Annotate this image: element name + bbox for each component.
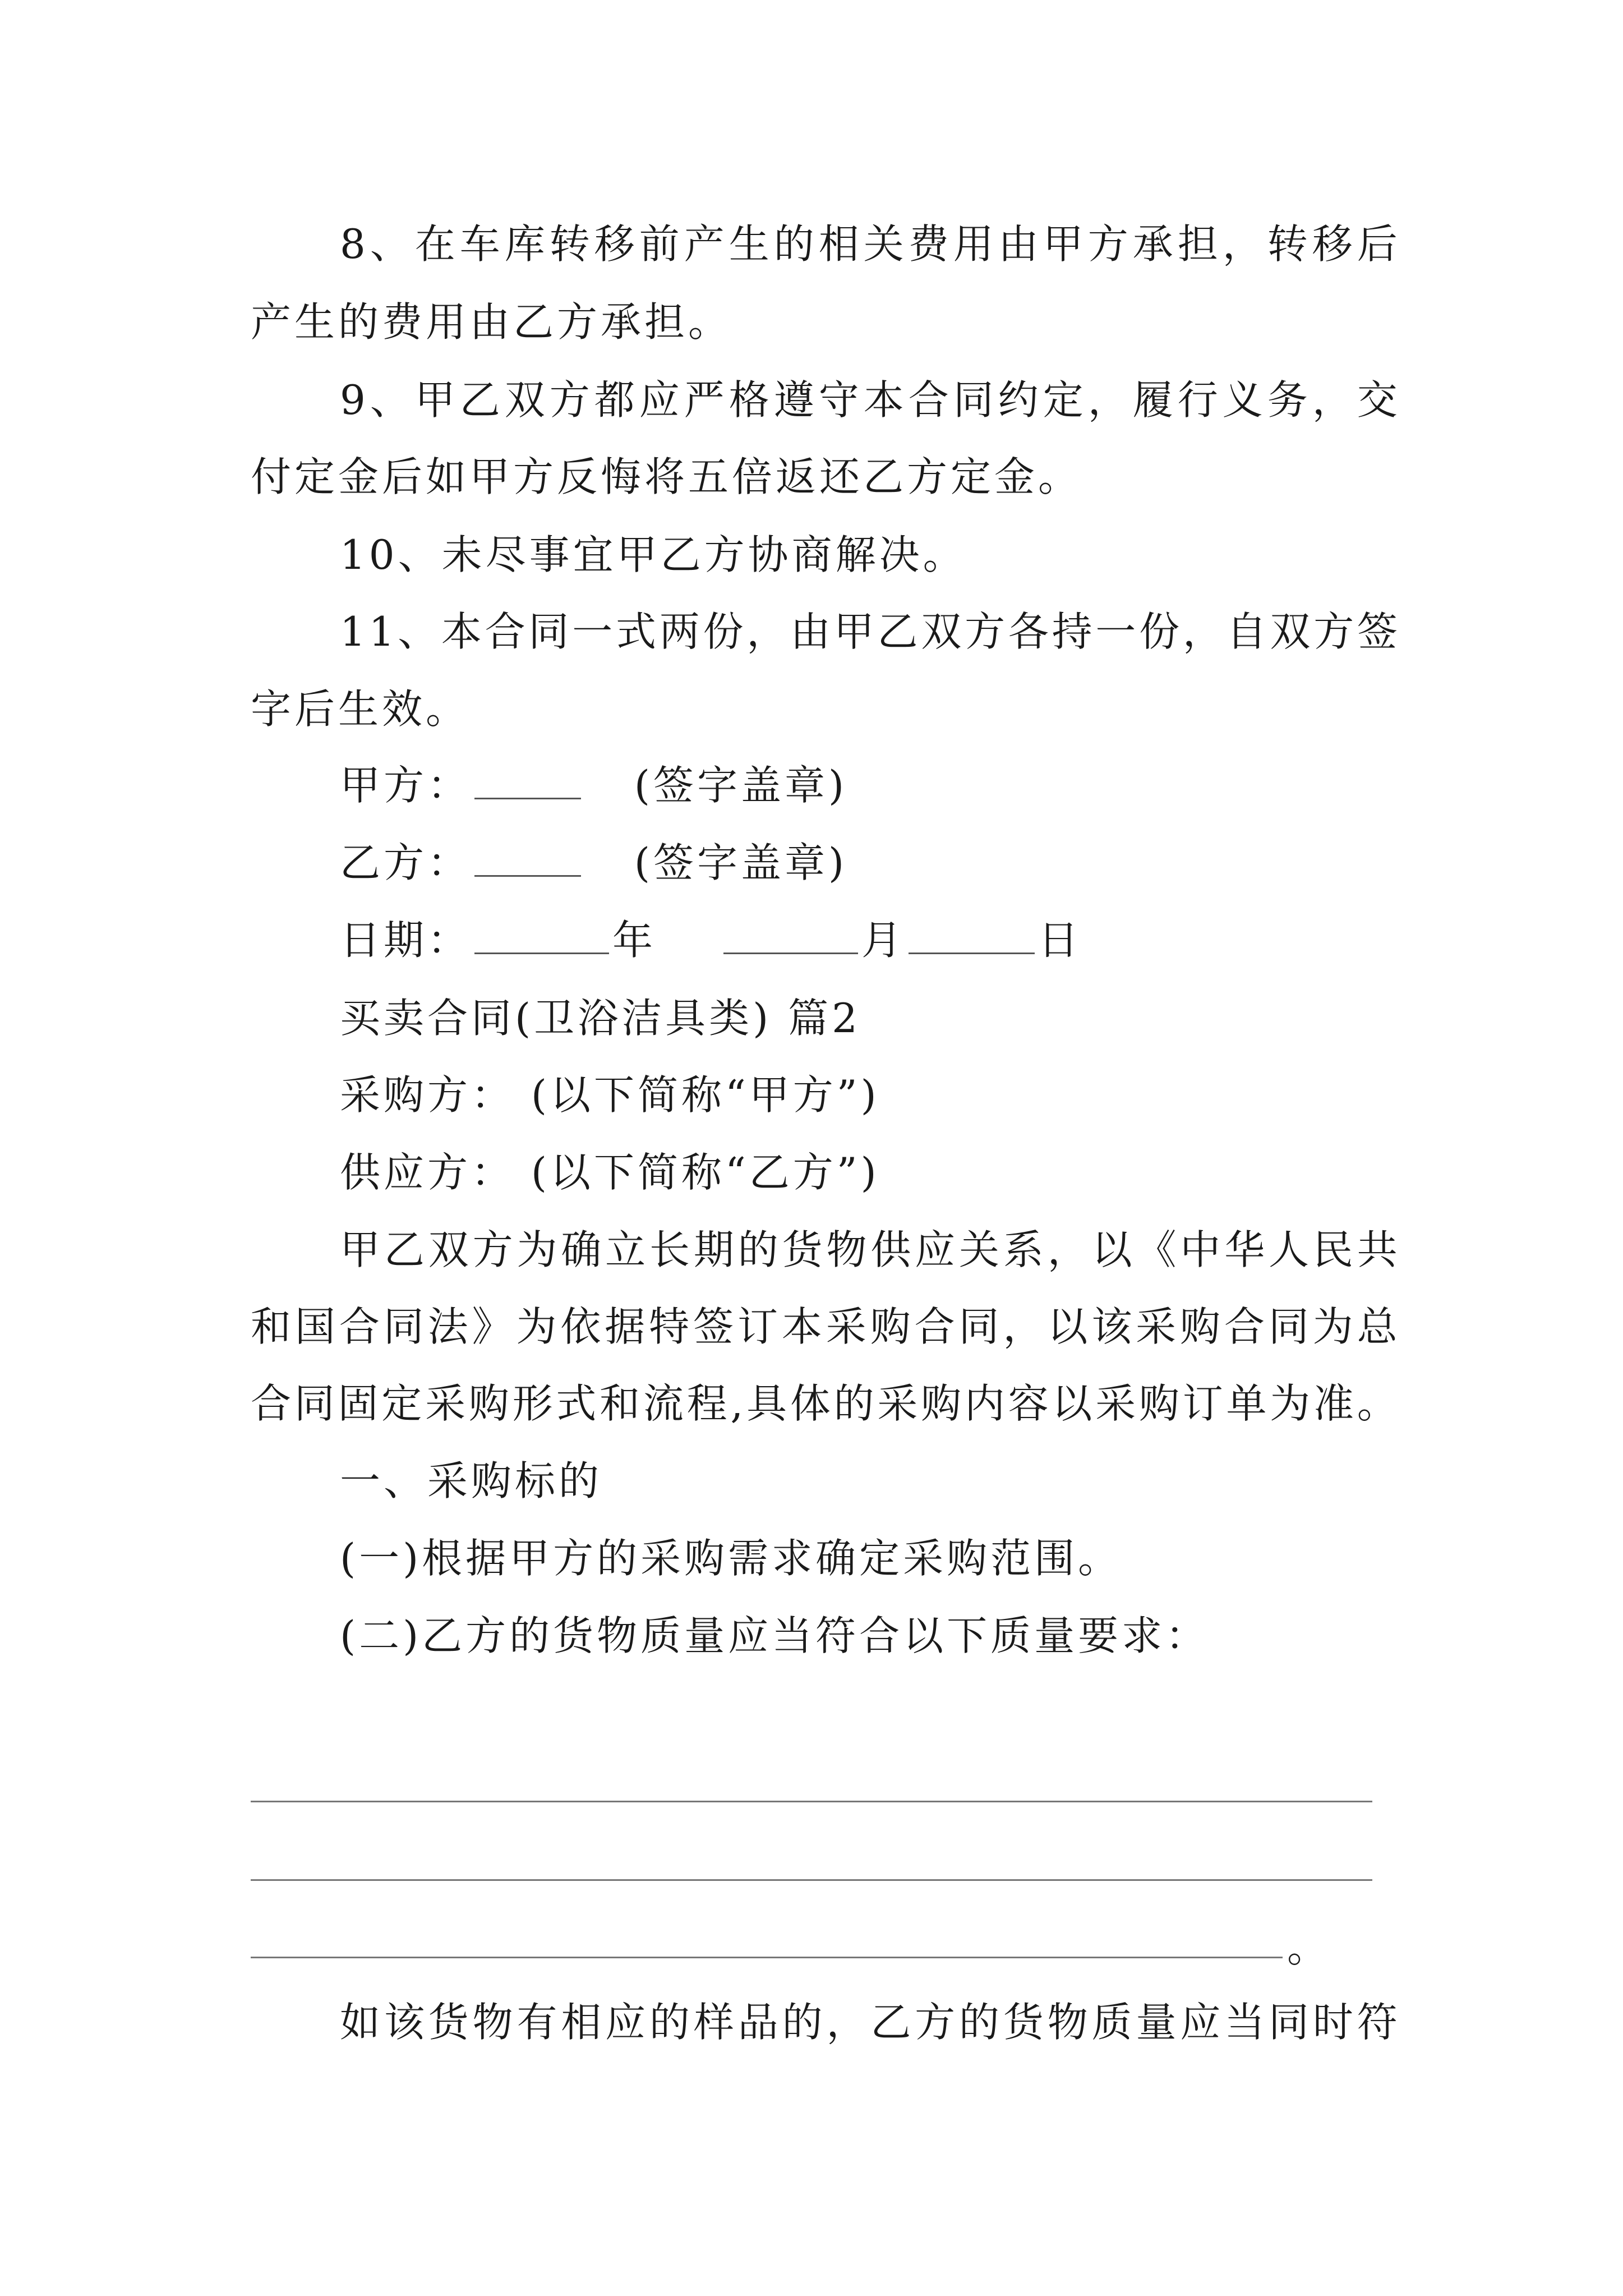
- fill-in-rule-period: 。: [1287, 1924, 1328, 1971]
- party-a-note: (签字盖章): [634, 762, 848, 809]
- intro-line-3: 合 同 固 定 采 购 形 式 和 流 程 , 具 体 的 采 购 内 容 以 采 购 订 单 为 准 。: [251, 1380, 1398, 1427]
- year-blank: [474, 918, 609, 954]
- clause-9-line-2: 付定金后如甲方反悔将五倍返还乙方定金。: [251, 453, 1082, 500]
- clause-11-line-1: 1 1 、 本 合 同 一 式 两 份 ， 由 甲 乙 双 方 各 持 一 份 ， 自 双 方 签: [340, 608, 1398, 655]
- date-line: [340, 912, 1082, 968]
- clause-10: 10、未尽事宜甲乙方协商解决。: [340, 531, 967, 578]
- clause-8-line-2: 产生的费用由乙方承担。: [251, 298, 732, 346]
- party-a-signature: [340, 757, 847, 813]
- fill-in-rule-2: [251, 1879, 1372, 1881]
- date-label: 日期：: [340, 917, 472, 964]
- month-blank: [723, 918, 858, 954]
- fill-in-rule-3: [251, 1957, 1283, 1958]
- party-b-note: (签字盖章): [634, 839, 848, 886]
- item-quality: (二)乙方的货物质量应当符合以下质量要求：: [340, 1612, 1210, 1659]
- party-a-blank: [474, 763, 581, 799]
- fill-in-rule-1: [251, 1801, 1372, 1802]
- heading-procurement-subject: 一、采购标的: [340, 1457, 603, 1504]
- buyer-line: 采购方： (以下简称“甲方”): [340, 1071, 880, 1119]
- clause-9-line-1: 9 、 甲 乙 双 方 都 应 严 格 遵 守 本 合 同 约 定 ， 履 行 义 务 ， 交: [340, 376, 1398, 424]
- sample-quality-line: 如 该 货 物 有 相 应 的 样 品 的 ， 乙 方 的 货 物 质 量 应 当 同 时 符: [340, 1999, 1398, 2046]
- day-blank: [909, 918, 1035, 954]
- supplier-line: 供应方： (以下简称“乙方”): [340, 1149, 880, 1196]
- party-a-label: 甲方：: [340, 762, 472, 809]
- section-2-title: 买卖合同(卫浴洁具类) 篇2: [340, 995, 861, 1042]
- day-label: 日: [1038, 917, 1082, 964]
- party-b-signature: [340, 835, 847, 891]
- item-scope: (一)根据甲方的采购需求确定采购范围。: [340, 1535, 1122, 1582]
- party-b-blank: [474, 840, 581, 877]
- intro-line-2: 和 国 合 同 法 》 为 依 据 特 签 订 本 采 购 合 同 ， 以 该 采 购 合 同 为 总: [251, 1303, 1398, 1350]
- year-label: 年: [612, 917, 657, 964]
- clause-11-line-2: 字后生效。: [251, 685, 470, 733]
- month-label: 月: [861, 917, 906, 964]
- intro-line-1: 甲 乙 双 方 为 确 立 长 期 的 货 物 供 应 关 系 ， 以 《 中 华 人 民 共: [340, 1226, 1398, 1273]
- party-b-label: 乙方：: [340, 839, 472, 886]
- clause-8-line-1: 8 、 在 车 库 转 移 前 产 生 的 相 关 费 用 由 甲 方 承 担 ， 转 移 后: [340, 220, 1398, 268]
